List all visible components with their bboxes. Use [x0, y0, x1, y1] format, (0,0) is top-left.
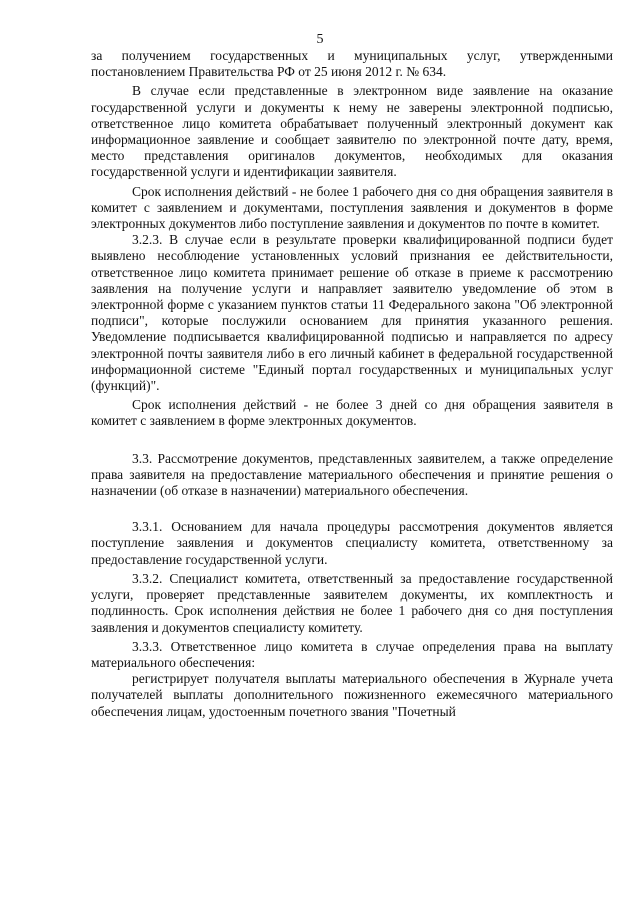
paragraph-7: 3.3.1. Основанием для начала процедуры рассмотрения документов является поступление заявления и документов специалисту комитета, ответственному за предоставление государственной услуги.: [91, 519, 613, 567]
paragraph-4: 3.2.3. В случае если в результате проверки квалифицированной подписи будет выявлено несоблюдение установленных условий признания ее действительности, ответственное лицо комитета принимает решение об отказе в приеме к рассмотрению заявления на получение услуги и направляет заявителю уведомление об этом в электронной форме с указанием пунктов статьи 11 Федерального закона "Об электронной подписи", которые послужили основанием для принятия указанного решения. Уведомление подписывается квалифицированной подписью и направляется по адресу электронной почты заявителя либо в его личный кабинет в федеральной государственной информационной системе "Единый портал государственных и муниципальных услуг (функций)".: [91, 232, 613, 394]
paragraph-8: 3.3.2. Специалист комитета, ответственный за предоставление государственной услуги, проверяет представленные заявителем документы, их комплектность и подлинность. Срок исполнения действия не более 1 рабочего дня со дня поступления заявления и документов специалисту комитету.: [91, 570, 613, 635]
paragraph-9: 3.3.3. Ответственное лицо комитета в случае определения права на выплату материального обеспечения:: [91, 638, 613, 670]
page-number: 5: [316, 32, 324, 47]
paragraph-6: 3.3. Рассмотрение документов, представленных заявителем, а также определение права заявителя на предоставление материального обеспечения и принятие решения о назначении (об отказе в назначении) материального обеспечения.: [91, 450, 613, 499]
paragraph-5: Срок исполнения действий - не более 3 дней со дня обращения заявителя в комитет с заявлением в форме электронных документов.: [91, 397, 613, 429]
paragraph-2: В случае если представленные в электронном виде заявление на оказание государственной услуги и документы к нему не заверены электронной подписью, ответственное лицо комитета обрабатывает полученный электронный документ как информационное заявление и сообщает заявителю по электронной почте дату, время, место представления оригиналов документов, необходимых для оказания государственной услуги и идентификации заявителя.: [91, 83, 613, 180]
document-body: [91, 48, 613, 720]
paragraph-1: за получением государственных и муниципальных услуг, утвержденными постановлением Правительства РФ от 25 июня 2012 г. № 634.: [91, 48, 613, 80]
paragraph-10: регистрирует получателя выплаты материального обеспечения в Журнале учета получателей выплаты дополнительного пожизненного ежемесячного материального обеспечения лицам, удостоенным почетного звания "Почетный: [91, 671, 613, 719]
paragraph-3: Срок исполнения действий - не более 1 рабочего дня со дня обращения заявителя в комитет с заявлением и документами, поступления заявления и документов в форме электронных документов либо поступление заявления и документов по почте в комитет.: [91, 183, 613, 232]
